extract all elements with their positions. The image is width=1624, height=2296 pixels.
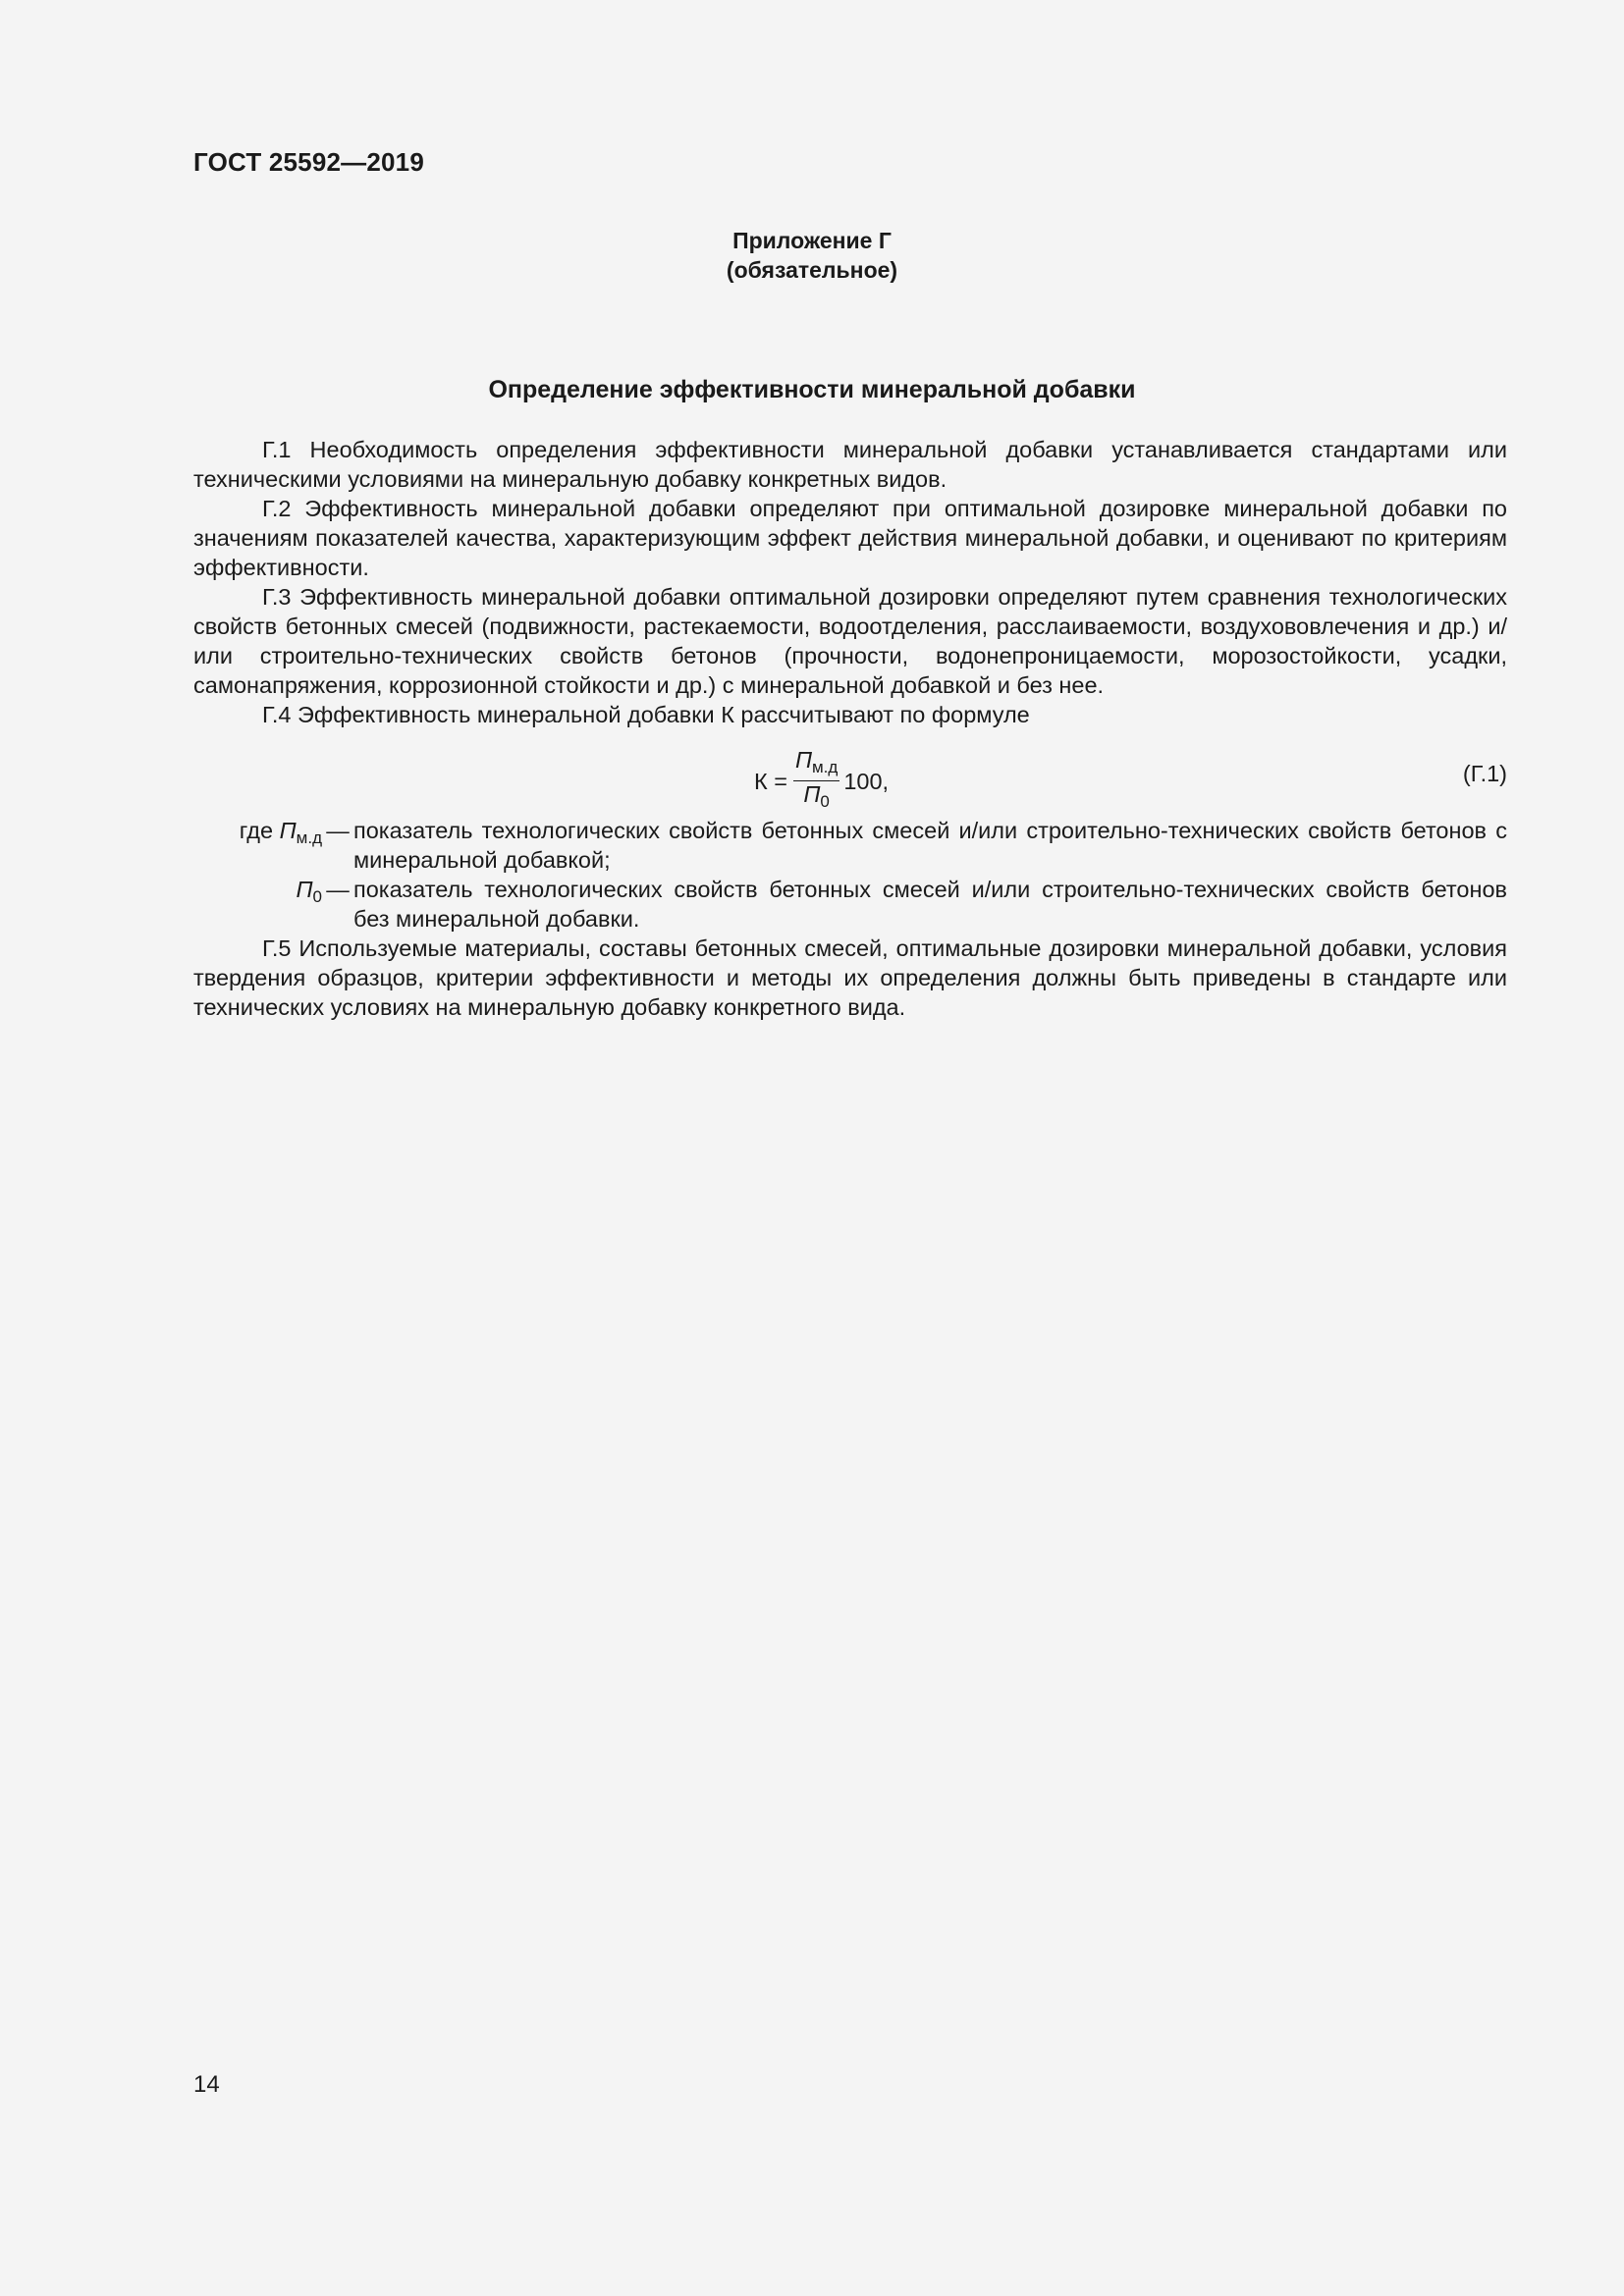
paragraph-g5: Г.5 Используемые материалы, составы бетонных смесей, оптимальные дозировки минеральной добавки, условия твердения образцов, критерии эффективности и методы их определения должны быть приведены в стандарте или технических условиях на минеральную добавку конкретного вида. xyxy=(193,935,1507,1020)
formula-denominator xyxy=(801,781,832,815)
paragraph-g3: Г.3 Эффективность минеральной добавки оптимальной дозировки определяют путем сравнения технологических свойств бетонных смесей (подвижности, растекаемости, водоотделения, расслаиваемости, воздухововлечения и др.) и/или строительно-технических свойств бетонов (прочности, водонепроницаемости, морозостойкости, усадки, самонапряжения, коррозионной стойкости и др.) с минеральной добавкой и без нее. xyxy=(193,584,1507,698)
definition-subscript: м.д xyxy=(296,828,322,847)
paragraph-g4: Г.4 Эффективность минеральной добавки К рассчитывают по формуле xyxy=(262,702,1030,727)
definition-subscript: 0 xyxy=(312,887,322,906)
definition-dash: — xyxy=(326,877,350,902)
definition-dash: — xyxy=(326,818,350,843)
where-label: где xyxy=(239,818,274,843)
paragraph-g2: Г.2 Эффективность минеральной добавки определяют при оптимальной дозировке минеральной добавки по значениям показателей качества, характеризующим эффект действия минеральной добавки, и оценивают по критериям эффективности. xyxy=(193,496,1507,580)
formula-fraction xyxy=(793,747,839,815)
body-text xyxy=(193,435,1507,1022)
definition-item xyxy=(193,816,1507,875)
definitions-list xyxy=(193,816,1507,934)
formula-multiplier: 100, xyxy=(843,768,890,794)
denominator-symbol: П xyxy=(803,781,821,807)
formula-row xyxy=(193,733,1507,816)
appendix-heading xyxy=(0,226,1624,285)
definition-item xyxy=(193,875,1507,934)
paragraph-g1: Г.1 Необходимость определения эффективности минеральной добавки устанавливается стандартами или техническими условиями на минеральную добавку конкретных видов. xyxy=(193,437,1507,492)
appendix-title: Приложение Г xyxy=(732,228,892,253)
definition-symbol: П xyxy=(296,877,313,902)
formula-number: (Г.1) xyxy=(1462,761,1507,786)
definition-text: показатель технологических свойств бетонных смесей и/или строительно-технических свойств бетонов с минеральной добавкой; xyxy=(353,818,1507,873)
definition-term xyxy=(193,816,322,853)
numerator-subscript: м.д xyxy=(811,758,839,776)
section-title: Определение эффективности минеральной добавки xyxy=(488,376,1136,403)
definition-term xyxy=(193,875,322,912)
formula-numerator xyxy=(793,747,839,781)
formula xyxy=(754,747,889,815)
formula-lhs: К = xyxy=(754,768,787,794)
definition-symbol: П xyxy=(279,818,297,843)
denominator-subscript: 0 xyxy=(820,792,830,811)
document-id: ГОСТ 25592—2019 xyxy=(193,147,424,177)
page-number: 14 xyxy=(193,2071,220,2098)
appendix-status: (обязательное) xyxy=(726,257,898,283)
numerator-symbol: П xyxy=(794,747,812,773)
definition-text: показатель технологических свойств бетонных смесей и/или строительно-технических свойств бетонов без минеральной добавки. xyxy=(353,877,1507,932)
